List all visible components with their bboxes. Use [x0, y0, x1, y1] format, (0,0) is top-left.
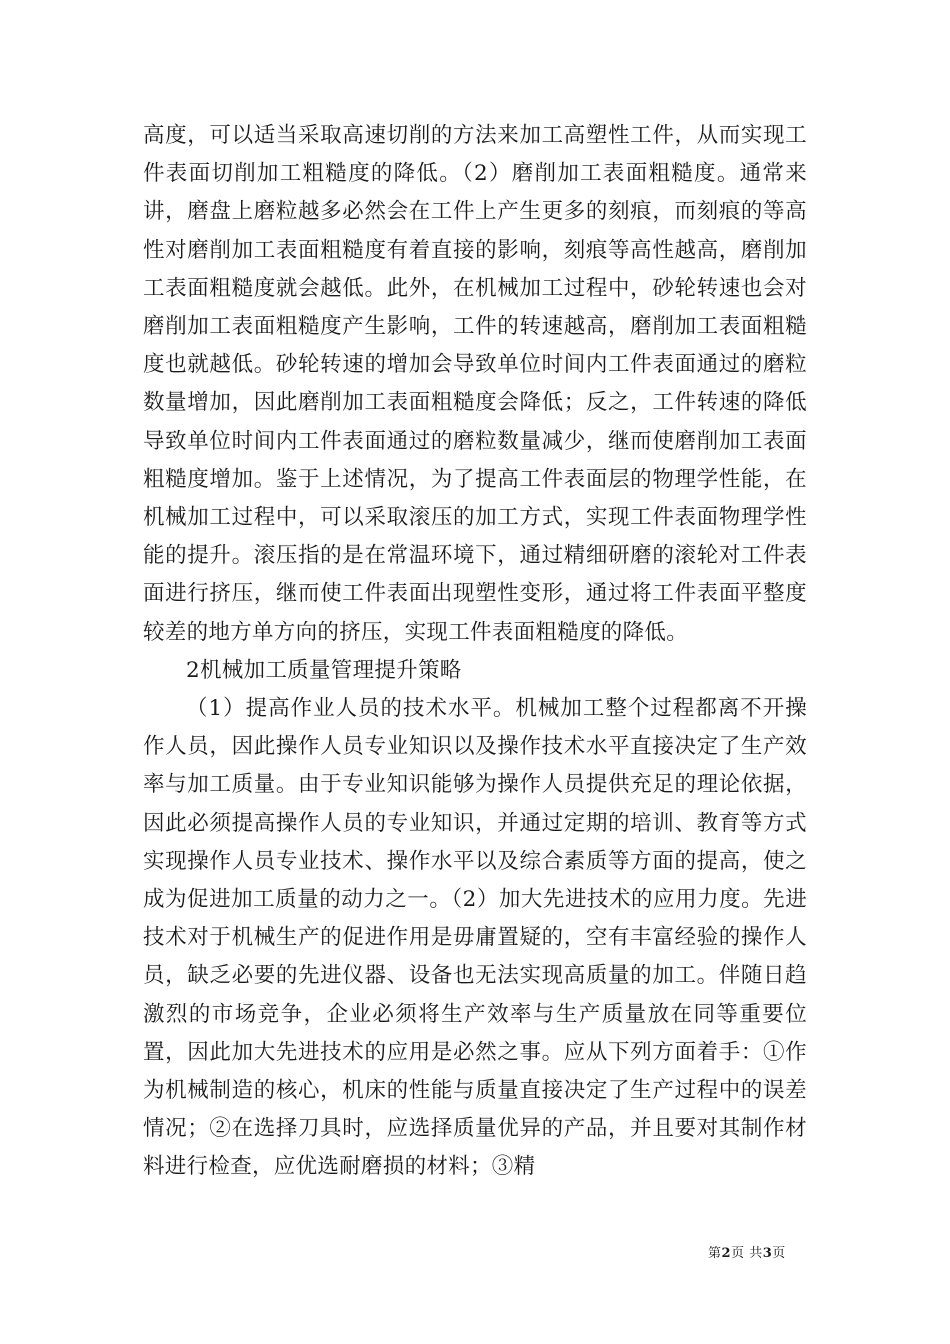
footer-middle: 页 共 — [731, 1246, 763, 1261]
section-paragraph: （1）提高作业人员的技术水平。机械加工整个过程都离不开操作人员，因此操作人员专业知识以及操作技术水平直接决定了生产效率与加工质量。由于专业知识能够为操作人员提供充足的理论依据，因此必须提高操作人员的专业知识，并通过定期的培训、教育等方式实现操作人员专业技术、操作水平以及综合素质等方面的提高，使之成为促进加工质量的动力之一。（2）加大先进技术的应用力度。先进技术对于机械生产的促进作用是毋庸置疑的，空有丰富经验的操作人员，缺乏必要的先进仪器、设备也无法实现高质量的加工。伴随日趋激烈的市场竞争，企业必须将生产效率与生产质量放在同等重要位置，因此加大先进技术的应用是必然之事。应从下列方面着手：①作为机械制造的核心，机床的性能与质量直接决定了生产过程中的误差情况；②在选择刀具时，应选择质量优异的产品，并且要对其制作材料进行检查，应优选耐磨损的材料；③精 — [143, 696, 807, 1180]
section-heading: 2机械加工质量管理提升策略 — [186, 657, 462, 683]
document-body — [143, 117, 807, 1187]
footer-current-page: 2 — [721, 1246, 732, 1261]
page-footer — [708, 1242, 786, 1261]
footer-prefix: 第 — [708, 1246, 722, 1261]
footer-total-pages: 3 — [762, 1246, 773, 1261]
continued-paragraph: 高度，可以适当采取高速切削的方法来加工高塑性工件，从而实现工件表面切削加工粗糙度的降低。（2）磨削加工表面粗糙度。通常来讲，磨盘上磨粒越多必然会在工件上产生更多的刻痕，而刻痕的等高性对磨削加工表面粗糙度有着直接的影响，刻痕等高性越高，磨削加工表面粗糙度就会越低。此外，在机械加工过程中，砂轮转速也会对磨削加工表面粗糙度产生影响，工件的转速越高，磨削加工表面粗糙度也就越低。砂轮转速的增加会导致单位时间内工件表面通过的磨粒数量增加，因此磨削加工表面粗糙度会降低；反之，工件转速的降低导致单位时间内工件表面通过的磨粒数量减少，继而使磨削加工表面粗糙度增加。鉴于上述情况，为了提高工件表面层的物理学性能，在机械加工过程中，可以采取滚压的加工方式，实现工件表面物理学性能的提升。滚压指的是在常温环境下，通过精细研磨的滚轮对工件表面进行挤压，继而使工件表面出现塑性变形，通过将工件表面平整度较差的地方单方向的挤压，实现工件表面粗糙度的降低。 — [143, 123, 807, 645]
footer-suffix: 页 — [772, 1246, 786, 1261]
